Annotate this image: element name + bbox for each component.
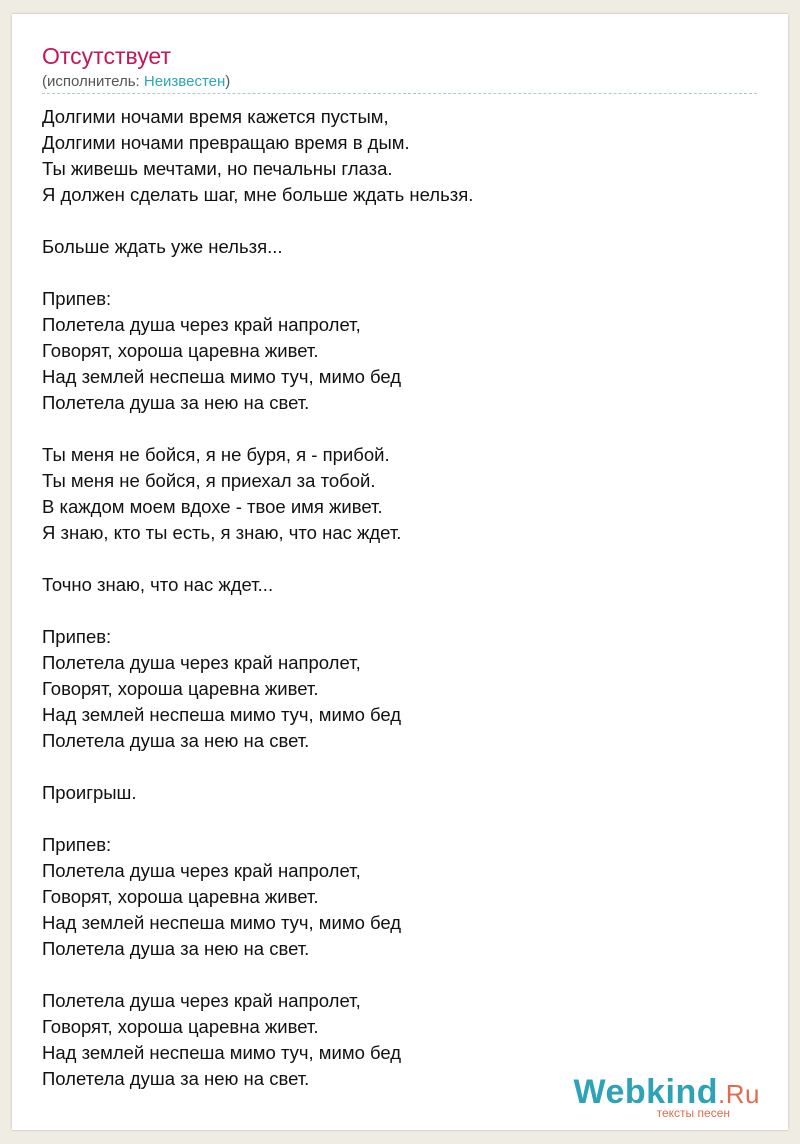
logo-tagline: тексты песен [656, 1106, 730, 1120]
lyrics-sheet [12, 14, 788, 1130]
lyrics-blank-line [42, 260, 762, 286]
lyrics-line: Полетела душа за нею на свет. [42, 730, 310, 751]
song-title: Отсутствует [42, 43, 171, 69]
artist-suffix: ) [225, 73, 231, 90]
lyrics-line: Полетела душа через край напролет, [42, 990, 361, 1011]
lyrics-line: Припев: [42, 834, 112, 855]
lyrics-line: Полетела душа через край напролет, [42, 860, 361, 881]
lyrics-line: Ты меня не бойся, я не буря, я - прибой. [42, 444, 390, 465]
lyrics-line: Полетела душа за нею на свет. [42, 1068, 310, 1089]
lyrics-line: Говорят, хороша царевна живет. [42, 340, 319, 361]
lyrics-line: Полетела душа через край напролет, [42, 652, 361, 673]
lyrics-blank-line [42, 416, 762, 442]
lyrics-line: Над землей неспеша мимо туч, мимо бед [42, 912, 402, 933]
lyrics-line: Припев: [42, 288, 112, 309]
divider [42, 93, 757, 94]
lyrics-blank-line [42, 598, 762, 624]
lyrics-line: Точно знаю, что нас ждет... [42, 574, 274, 595]
site-logo[interactable] [573, 1074, 760, 1120]
lyrics-line: В каждом моем вдохе - твое имя живет. [42, 496, 383, 517]
lyrics-line: Проигрыш. [42, 782, 137, 803]
lyrics-line: Над землей неспеша мимо туч, мимо бед [42, 704, 402, 725]
lyrics-line: Припев: [42, 626, 112, 647]
lyrics-blank-line [42, 208, 762, 234]
artist-prefix: (исполнитель: [42, 73, 144, 90]
logo-brand: Webkind [573, 1073, 719, 1111]
lyrics-line: Над землей неспеша мимо туч, мимо бед [42, 1042, 402, 1063]
lyrics-line: Говорят, хороша царевна живет. [42, 1016, 319, 1037]
artist-line [42, 72, 230, 92]
lyrics-line: Ты живешь мечтами, но печальны глаза. [42, 158, 393, 179]
lyrics-blank-line [42, 806, 762, 832]
lyrics-line: Я знаю, кто ты есть, я знаю, что нас ждет. [42, 522, 402, 543]
lyrics-blank-line [42, 962, 762, 988]
artist-link[interactable]: Неизвестен [143, 73, 226, 90]
lyrics-line: Полетела душа за нею на свет. [42, 392, 310, 413]
lyrics-line: Говорят, хороша царевна живет. [42, 678, 319, 699]
lyrics-line: Долгими ночами время кажется пустым, [42, 106, 389, 127]
lyrics-text [42, 104, 762, 1092]
lyrics-line: Больше ждать уже нельзя... [42, 236, 283, 257]
lyrics-line: Полетела душа за нею на свет. [42, 938, 310, 959]
lyrics-blank-line [42, 546, 762, 572]
lyrics-line: Говорят, хороша царевна живет. [42, 886, 319, 907]
lyrics-line: Долгими ночами превращаю время в дым. [42, 132, 410, 153]
lyrics-line: Над землей неспеша мимо туч, мимо бед [42, 366, 402, 387]
lyrics-line: Ты меня не бойся, я приехал за тобой. [42, 470, 376, 491]
lyrics-line: Я должен сделать шаг, мне больше ждать нельзя. [42, 184, 474, 205]
lyrics-line: Полетела душа через край напролет, [42, 314, 361, 335]
lyrics-blank-line [42, 754, 762, 780]
logo-tld: .Ru [718, 1079, 760, 1109]
